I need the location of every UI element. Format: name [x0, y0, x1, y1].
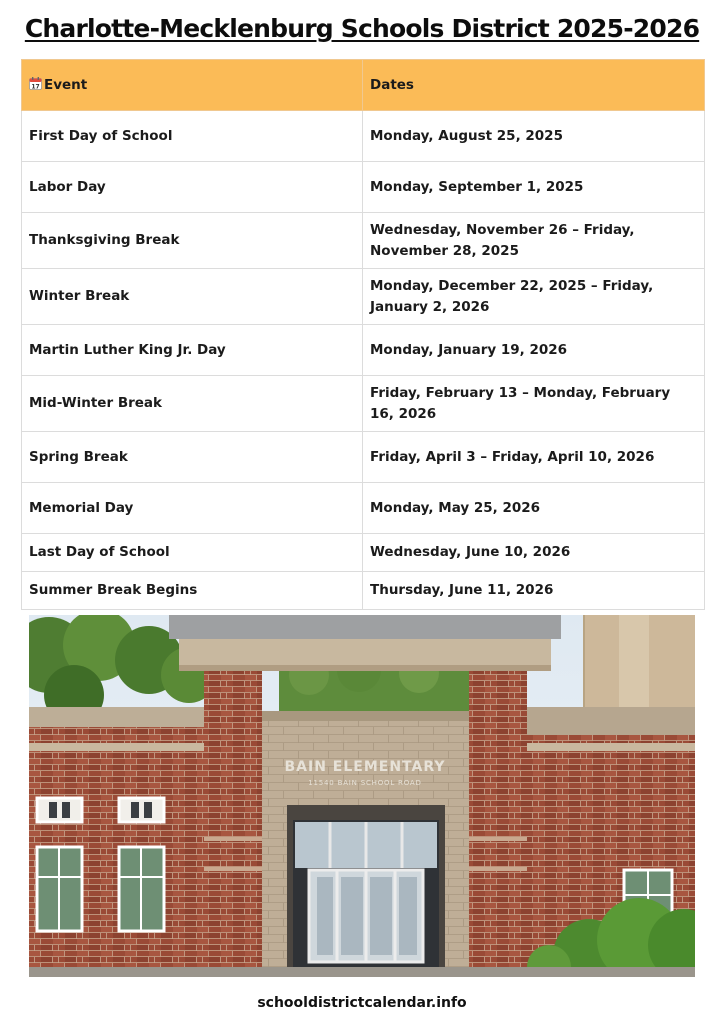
- table-row: [22, 269, 705, 325]
- table-header-row: [22, 60, 705, 111]
- event-cell: Memorial Day: [22, 483, 363, 534]
- event-cell: Labor Day: [22, 162, 363, 213]
- sign-school-name: BAIN ELEMENTARY: [284, 759, 446, 775]
- table-row: [22, 572, 705, 610]
- calendar-table: [21, 59, 705, 610]
- header-event-label: Event: [44, 76, 88, 93]
- dates-cell: Monday, August 25, 2025: [363, 111, 705, 162]
- dates-cell: Wednesday, November 26 – Friday, November 28, 2025: [363, 213, 705, 269]
- header-event: [22, 60, 363, 111]
- event-cell: Spring Break: [22, 432, 363, 483]
- event-cell: First Day of School: [22, 111, 363, 162]
- event-cell: Martin Luther King Jr. Day: [22, 325, 363, 376]
- school-building-illustration: [29, 615, 695, 977]
- table-row: [22, 483, 705, 534]
- event-cell: Mid-Winter Break: [22, 376, 363, 432]
- event-cell: Summer Break Begins: [22, 572, 363, 610]
- table-row: [22, 111, 705, 162]
- school-building-photo: [29, 615, 695, 977]
- event-cell: Last Day of School: [22, 534, 363, 572]
- page-title: Charlotte-Mecklenburg Schools District 2025-2026: [24, 14, 700, 43]
- dates-cell: Wednesday, June 10, 2026: [363, 534, 705, 572]
- table-row: [22, 432, 705, 483]
- dates-cell: Friday, April 3 – Friday, April 10, 2026: [363, 432, 705, 483]
- event-cell: Thanksgiving Break: [22, 213, 363, 269]
- calendar-icon: [29, 77, 42, 90]
- svg-text:17: 17: [31, 82, 40, 90]
- dates-cell: Friday, February 13 – Monday, February 16, 2026: [363, 376, 705, 432]
- table-row: [22, 534, 705, 572]
- table-row: [22, 213, 705, 269]
- dates-cell: Monday, December 22, 2025 – Friday, January 2, 2026: [363, 269, 705, 325]
- dates-cell: Monday, May 25, 2026: [363, 483, 705, 534]
- dates-cell: Monday, September 1, 2025: [363, 162, 705, 213]
- header-dates: Dates: [363, 60, 705, 111]
- table-row: [22, 325, 705, 376]
- dates-cell: Thursday, June 11, 2026: [363, 572, 705, 610]
- sign-address: 11540 BAIN SCHOOL ROAD: [308, 779, 422, 787]
- table-row: [22, 376, 705, 432]
- table-row: [22, 162, 705, 213]
- dates-cell: Monday, January 19, 2026: [363, 325, 705, 376]
- event-cell: Winter Break: [22, 269, 363, 325]
- footer-website: schooldistrictcalendar.info: [257, 995, 467, 1011]
